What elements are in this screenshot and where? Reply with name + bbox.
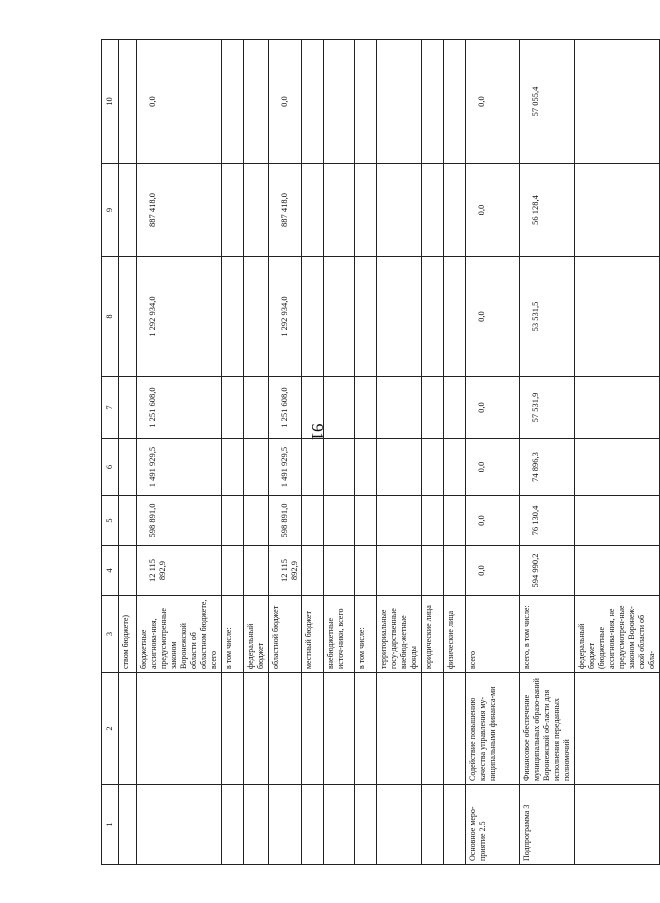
value-cell: 598 891,0 xyxy=(137,496,222,546)
header-cell: 6 xyxy=(102,439,119,496)
item-code-cell xyxy=(324,785,355,865)
value-cell: 1 292 934,0 xyxy=(269,257,302,377)
funding-source-cell: в том числе: xyxy=(355,596,377,673)
header-cell: 7 xyxy=(102,377,119,439)
value-cell xyxy=(575,496,660,546)
value-cell: 887 418,0 xyxy=(269,164,302,257)
value-cell xyxy=(119,377,137,439)
value-cell: 0,0 xyxy=(466,546,520,596)
funding-source-cell: физические лица xyxy=(444,596,466,673)
value-cell xyxy=(355,496,377,546)
value-cell: 598 891,0 xyxy=(269,496,302,546)
table-row xyxy=(324,40,355,865)
value-cell xyxy=(222,496,244,546)
value-cell xyxy=(377,546,422,596)
value-cell xyxy=(422,164,444,257)
value-cell xyxy=(222,40,244,164)
funding-source-cell: всего xyxy=(466,596,520,673)
value-cell xyxy=(222,257,244,377)
value-cell xyxy=(422,439,444,496)
table-row xyxy=(269,40,302,865)
value-cell xyxy=(377,377,422,439)
value-cell xyxy=(324,257,355,377)
item-code-cell xyxy=(222,785,244,865)
table-body xyxy=(102,40,660,865)
item-title-cell xyxy=(269,673,302,785)
value-cell: 1 292 934,0 xyxy=(137,257,222,377)
value-cell xyxy=(444,496,466,546)
value-cell xyxy=(355,546,377,596)
value-cell xyxy=(324,546,355,596)
value-cell xyxy=(244,40,269,164)
value-cell xyxy=(377,257,422,377)
value-cell xyxy=(324,40,355,164)
value-cell xyxy=(575,40,660,164)
table-row xyxy=(137,40,222,865)
item-code-cell xyxy=(269,785,302,865)
value-cell xyxy=(302,257,324,377)
value-cell xyxy=(302,164,324,257)
value-cell xyxy=(324,439,355,496)
table-row xyxy=(302,40,324,865)
value-cell xyxy=(355,439,377,496)
value-cell xyxy=(119,496,137,546)
item-title-cell: Содействие повышению качества управления му-ниципальными финанса-ми xyxy=(466,673,520,785)
value-cell xyxy=(222,377,244,439)
value-cell xyxy=(377,496,422,546)
header-row xyxy=(102,40,119,865)
value-cell: 74 896,3 xyxy=(520,439,575,496)
table-row xyxy=(520,40,575,865)
item-title-cell: Финансовое обеспечение муниципальных образо-ваний Воронежской об-ласти для исполнения переданных полномочий xyxy=(520,673,575,785)
item-title-cell xyxy=(377,673,422,785)
value-cell xyxy=(377,164,422,257)
value-cell: 0,0 xyxy=(269,40,302,164)
funding-source-cell: юридические лица xyxy=(422,596,444,673)
header-cell: 3 xyxy=(102,596,119,673)
header-cell: 1 xyxy=(102,785,119,865)
item-title-cell xyxy=(355,673,377,785)
header-cell: 5 xyxy=(102,496,119,546)
value-cell xyxy=(302,40,324,164)
value-cell: 887 418,0 xyxy=(137,164,222,257)
budget-table-rotated xyxy=(101,40,656,865)
value-cell xyxy=(324,496,355,546)
value-cell: 57 055,4 xyxy=(520,40,575,164)
value-cell xyxy=(119,546,137,596)
value-cell xyxy=(244,496,269,546)
value-cell: 1 491 929,5 xyxy=(137,439,222,496)
value-cell xyxy=(444,377,466,439)
table-row xyxy=(355,40,377,865)
value-cell xyxy=(377,40,422,164)
table-row xyxy=(377,40,422,865)
item-title-cell xyxy=(422,673,444,785)
page-number: 91 xyxy=(308,423,327,441)
table-row xyxy=(244,40,269,865)
value-cell xyxy=(119,439,137,496)
funding-source-cell: областной бюджет xyxy=(269,596,302,673)
value-cell: 1 251 608,0 xyxy=(269,377,302,439)
value-cell xyxy=(302,439,324,496)
value-cell: 0,0 xyxy=(466,496,520,546)
funding-source-cell: местный бюджет xyxy=(302,596,324,673)
item-title-cell xyxy=(324,673,355,785)
funding-source-cell: ством бюджете) xyxy=(119,596,137,673)
item-title-cell xyxy=(244,673,269,785)
funding-source-cell: территориальные госу-дарственные внебюд-жетные фонды xyxy=(377,596,422,673)
value-cell xyxy=(324,164,355,257)
value-cell: 57 531,9 xyxy=(520,377,575,439)
header-cell: 2 xyxy=(102,673,119,785)
value-cell xyxy=(422,377,444,439)
value-cell: 56 128,4 xyxy=(520,164,575,257)
item-code-cell xyxy=(444,785,466,865)
value-cell xyxy=(422,546,444,596)
budget-table xyxy=(101,39,660,865)
value-cell xyxy=(244,257,269,377)
value-cell: 12 115 892,9 xyxy=(137,546,222,596)
value-cell xyxy=(222,439,244,496)
value-cell xyxy=(377,439,422,496)
item-title-cell xyxy=(575,673,660,785)
item-code-cell xyxy=(137,785,222,865)
item-title-cell xyxy=(119,673,137,785)
item-title-cell xyxy=(222,673,244,785)
value-cell: 1 251 608,0 xyxy=(137,377,222,439)
value-cell xyxy=(575,257,660,377)
value-cell xyxy=(575,439,660,496)
value-cell xyxy=(444,40,466,164)
value-cell xyxy=(444,546,466,596)
value-cell: 0,0 xyxy=(466,257,520,377)
value-cell: 76 130,4 xyxy=(520,496,575,546)
item-title-cell xyxy=(137,673,222,785)
item-code-cell: Основное меро-приятие 2.5 xyxy=(466,785,520,865)
value-cell xyxy=(355,377,377,439)
item-code-cell xyxy=(244,785,269,865)
table-row xyxy=(422,40,444,865)
value-cell xyxy=(575,164,660,257)
header-cell: 8 xyxy=(102,257,119,377)
funding-source-cell: всего, в том числе: xyxy=(520,596,575,673)
value-cell xyxy=(244,377,269,439)
table-row xyxy=(466,40,520,865)
table-row xyxy=(444,40,466,865)
value-cell xyxy=(302,496,324,546)
value-cell: 0,0 xyxy=(466,40,520,164)
value-cell xyxy=(324,377,355,439)
value-cell xyxy=(119,164,137,257)
value-cell: 0,0 xyxy=(466,164,520,257)
header-cell: 4 xyxy=(102,546,119,596)
header-cell: 9 xyxy=(102,164,119,257)
value-cell xyxy=(422,257,444,377)
funding-source-cell: федеральный бюджет (бюджетные ассигнова-ния, не предусмотрен-ные законом Воронеж-ской области об обла- xyxy=(575,596,660,673)
value-cell xyxy=(119,40,137,164)
value-cell xyxy=(244,164,269,257)
value-cell xyxy=(222,164,244,257)
value-cell xyxy=(244,546,269,596)
value-cell: 53 531,5 xyxy=(520,257,575,377)
value-cell xyxy=(244,439,269,496)
value-cell: 12 115 892,9 xyxy=(269,546,302,596)
funding-source-cell: в том числе: xyxy=(222,596,244,673)
value-cell xyxy=(444,257,466,377)
table-row xyxy=(222,40,244,865)
value-cell xyxy=(222,546,244,596)
funding-source-cell: бюджетные ассигнова-ния, предусмотренные законом Воронежской области об областном бюджете, всего xyxy=(137,596,222,673)
funding-source-cell: федеральный бюджет xyxy=(244,596,269,673)
value-cell: 0,0 xyxy=(466,439,520,496)
item-title-cell xyxy=(444,673,466,785)
table-row xyxy=(575,40,660,865)
item-code-cell xyxy=(119,785,137,865)
value-cell xyxy=(119,257,137,377)
value-cell xyxy=(444,164,466,257)
item-title-cell xyxy=(302,673,324,785)
item-code-cell: Подпрограмма 3 xyxy=(520,785,575,865)
funding-source-cell: внебюджетные источ-ники, всего xyxy=(324,596,355,673)
value-cell xyxy=(422,496,444,546)
item-code-cell xyxy=(377,785,422,865)
table-row xyxy=(119,40,137,865)
value-cell: 0,0 xyxy=(466,377,520,439)
value-cell xyxy=(302,377,324,439)
item-code-cell xyxy=(355,785,377,865)
item-code-cell xyxy=(302,785,324,865)
value-cell xyxy=(355,164,377,257)
value-cell: 0,0 xyxy=(137,40,222,164)
header-cell: 10 xyxy=(102,40,119,164)
item-code-cell xyxy=(575,785,660,865)
value-cell xyxy=(355,257,377,377)
value-cell xyxy=(355,40,377,164)
value-cell: 1 491 929,5 xyxy=(269,439,302,496)
value-cell xyxy=(575,377,660,439)
value-cell xyxy=(444,439,466,496)
value-cell: 594 990,2 xyxy=(520,546,575,596)
value-cell xyxy=(302,546,324,596)
item-code-cell xyxy=(422,785,444,865)
value-cell xyxy=(422,40,444,164)
value-cell xyxy=(575,546,660,596)
